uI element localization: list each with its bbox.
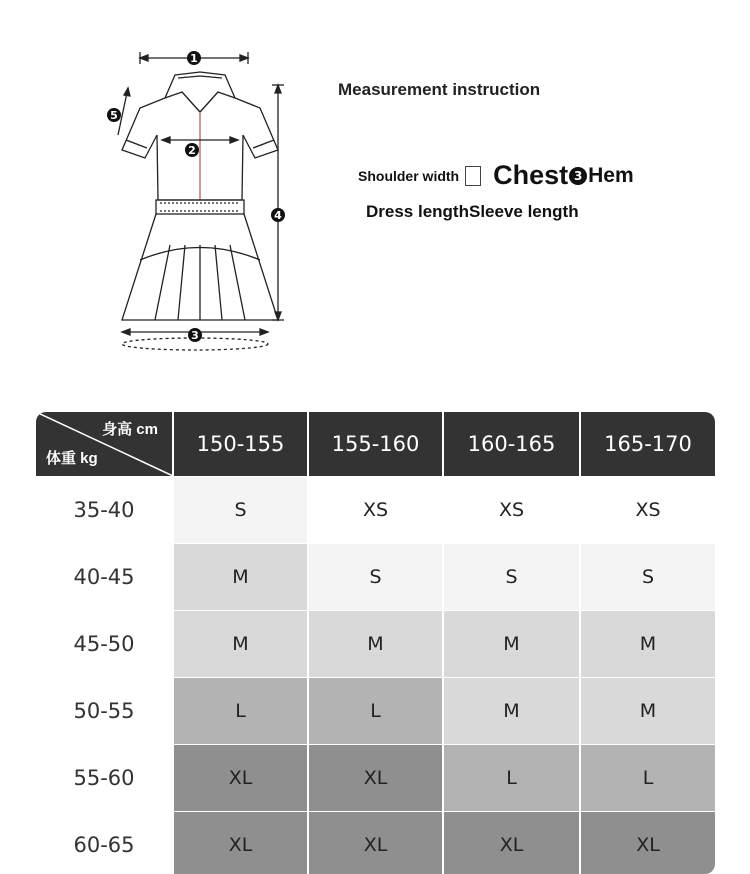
size-cell: M [580,678,715,745]
size-cell: L [173,678,308,745]
size-cell: XS [580,477,715,544]
size-cell: XS [443,477,580,544]
size-cell: L [443,745,580,812]
table-row [36,611,715,678]
size-cell: XL [308,745,443,812]
legend-hem: Hem [588,163,634,187]
legend-dress-length: Dress length [366,202,469,221]
legend-line-1 [358,160,634,191]
legend-chest: Chest [493,160,569,190]
row-label: 35-40 [36,477,173,544]
size-cell: S [173,477,308,544]
legend-line-2 [366,202,579,222]
table-row [36,812,715,874]
size-cell: XL [173,745,308,812]
marker-5: 5 [110,109,118,122]
size-cell: L [308,678,443,745]
table-row [36,678,715,745]
measurement-instruction-title: Measurement instruction [338,80,541,99]
size-table [36,412,715,874]
placeholder-box-icon [465,166,481,186]
column-header: 150-155 [173,412,308,477]
legend-sleeve-length: Sleeve length [468,202,579,221]
size-cell: S [443,544,580,611]
size-chart [36,412,715,874]
column-header: 155-160 [308,412,443,477]
size-cell: XL [580,812,715,874]
corner-header [36,412,173,477]
height-label: 身高 cm [102,421,158,438]
marker-1: 1 [190,52,198,65]
table-row [36,745,715,812]
table-row [36,477,715,544]
size-cell: S [308,544,443,611]
row-label: 60-65 [36,812,173,874]
table-header-row [36,412,715,477]
marker-4: 4 [274,209,282,222]
size-cell: XL [443,812,580,874]
marker-3: 3 [191,329,199,342]
size-cell: M [308,611,443,678]
row-label: 55-60 [36,745,173,812]
column-header: 160-165 [443,412,580,477]
size-cell: M [443,678,580,745]
size-cell: XL [308,812,443,874]
row-label: 50-55 [36,678,173,745]
size-cell: M [580,611,715,678]
size-cell: L [580,745,715,812]
column-header: 165-170 [580,412,715,477]
legend-shoulder-width: Shoulder width [358,167,460,184]
marker-2: 2 [188,144,196,157]
size-cell: XL [173,812,308,874]
marker-3-icon: 3 [569,167,587,185]
weight-label: 体重 kg [46,450,98,467]
dress-measurement-diagram [100,40,300,360]
size-cell: M [443,611,580,678]
size-cell: M [173,611,308,678]
row-label: 40-45 [36,544,173,611]
table-row [36,544,715,611]
size-cell: S [580,544,715,611]
row-label: 45-50 [36,611,173,678]
size-cell: XS [308,477,443,544]
size-cell: M [173,544,308,611]
